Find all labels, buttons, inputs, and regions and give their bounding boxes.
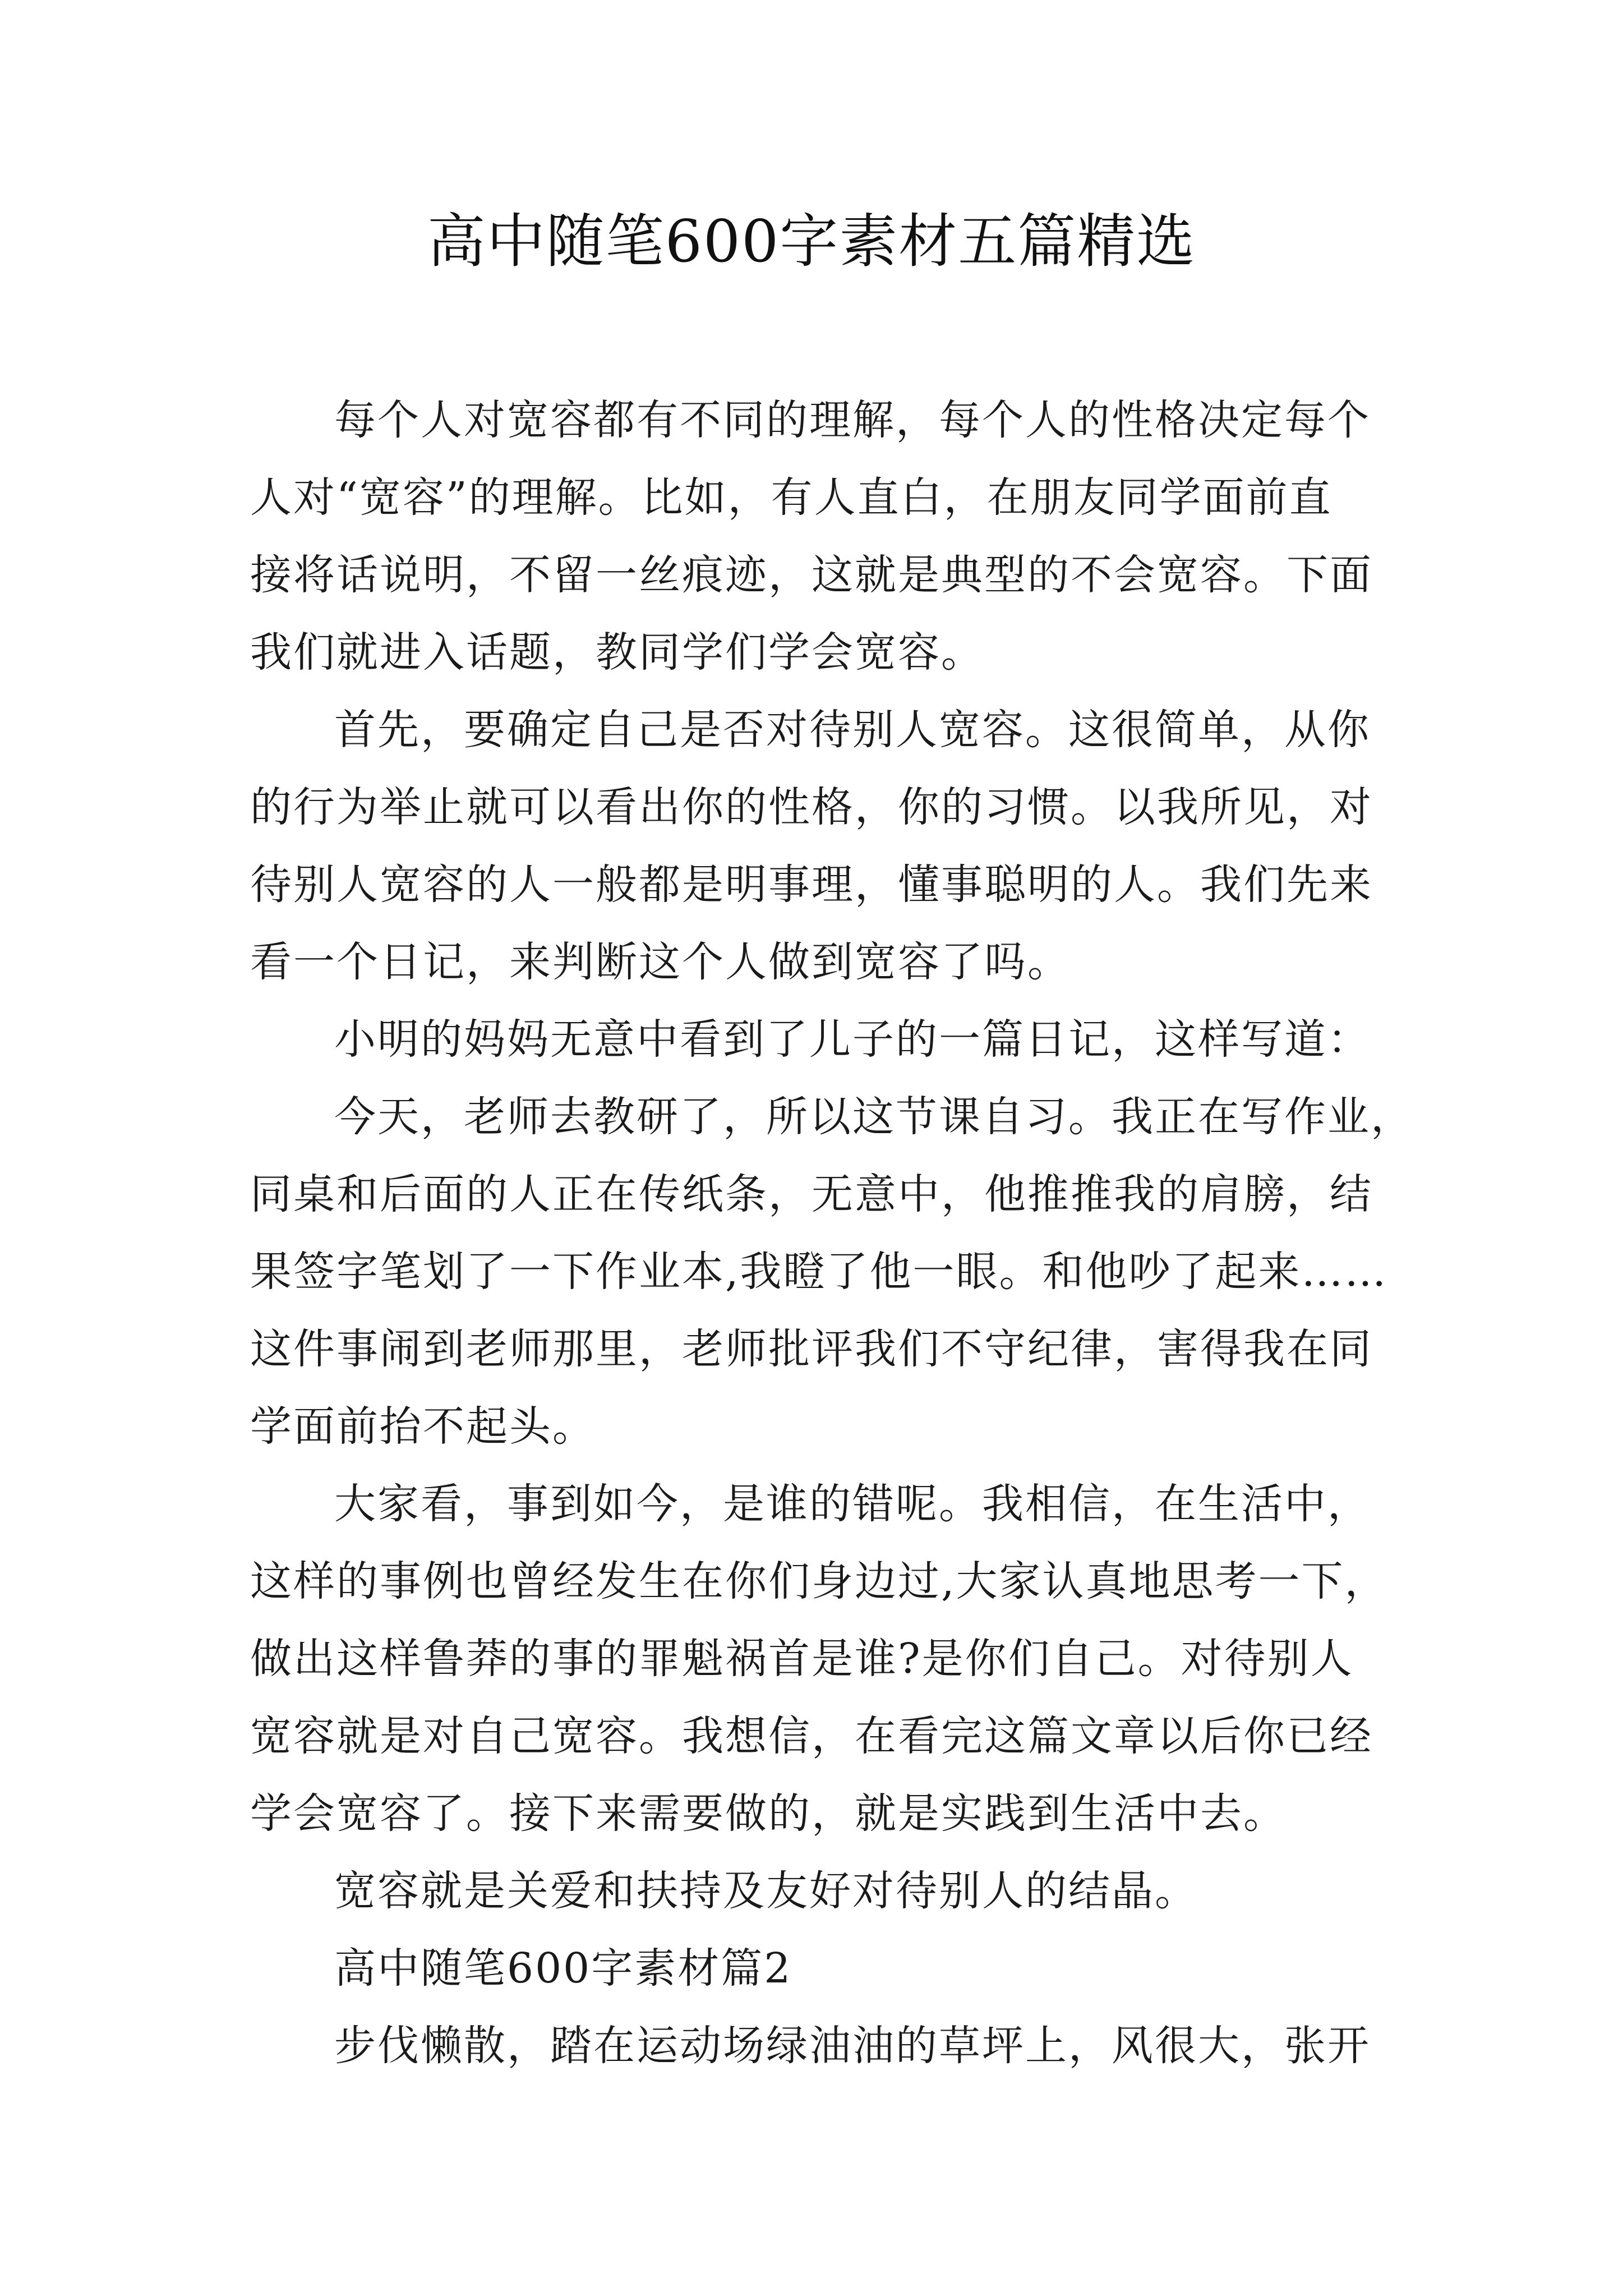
text-line: 同桌和后面的人正在传纸条，无意中，他推推我的肩膀，结 [250, 1170, 1373, 1218]
text-line: 看一个日记，来判断这个人做到宽容了吗。 [250, 938, 1071, 986]
text-line: 这样的事例也曾经发生在你们身边过,大家认真地思考一下， [250, 1557, 1388, 1605]
text-line: 果签字笔划了一下作业本,我瞪了他一眼。和他吵了起来…… [250, 1248, 1388, 1296]
document-body [250, 381, 1414, 2085]
text-line: 大家看，事到如今，是谁的错呢。我相信，在生活中， [334, 1480, 1371, 1528]
text-line: 待别人宽容的人一般都是明事理，懂事聪明的人。我们先来 [250, 861, 1373, 909]
text-line: 接将话说明，不留一丝痕迹，这就是典型的不会宽容。下面 [250, 551, 1373, 599]
text-line: 做出这样鲁莽的事的罪魁祸首是谁?是你们自己。对待别人 [250, 1635, 1354, 1683]
text-line: 学会宽容了。接下来需要做的，就是实践到生活中去。 [250, 1789, 1287, 1838]
text-line: 今天，老师去教研了，所以这节课自习。我正在写作业， [334, 1093, 1414, 1141]
document-title: 高中随笔600字素材五篇精选 [427, 207, 1196, 275]
text-line: 宽容就是对自己宽容。我想信，在看完这篇文章以后你已经 [250, 1712, 1373, 1760]
text-line: 的行为举止就可以看出你的性格，你的习惯。以我所见，对 [250, 783, 1373, 831]
text-line: 首先，要确定自己是否对待别人宽容。这很简单，从你 [334, 706, 1371, 754]
text-line: 小明的妈妈无意中看到了儿子的一篇日记，这样写道： [334, 1015, 1371, 1064]
text-line: 人对“宽容”的理解。比如，有人直白，在朋友同学面前直 [250, 473, 1332, 522]
text-line: 我们就进入话题，教同学们学会宽容。 [250, 628, 984, 677]
text-line: 学面前抬不起头。 [250, 1402, 596, 1451]
text-line: 步伐懒散，踏在运动场绿油油的草坪上，风很大，张开 [334, 2022, 1371, 2070]
text-line: 这件事闹到老师那里，老师批评我们不守纪律，害得我在同 [250, 1325, 1373, 1373]
text-line: 高中随笔600字素材篇2 [334, 1944, 792, 1993]
text-line: 宽容就是关爱和扶持及友好对待别人的结晶。 [334, 1867, 1198, 1915]
text-line: 每个人对宽容都有不同的理解，每个人的性格决定每个 [334, 396, 1371, 444]
